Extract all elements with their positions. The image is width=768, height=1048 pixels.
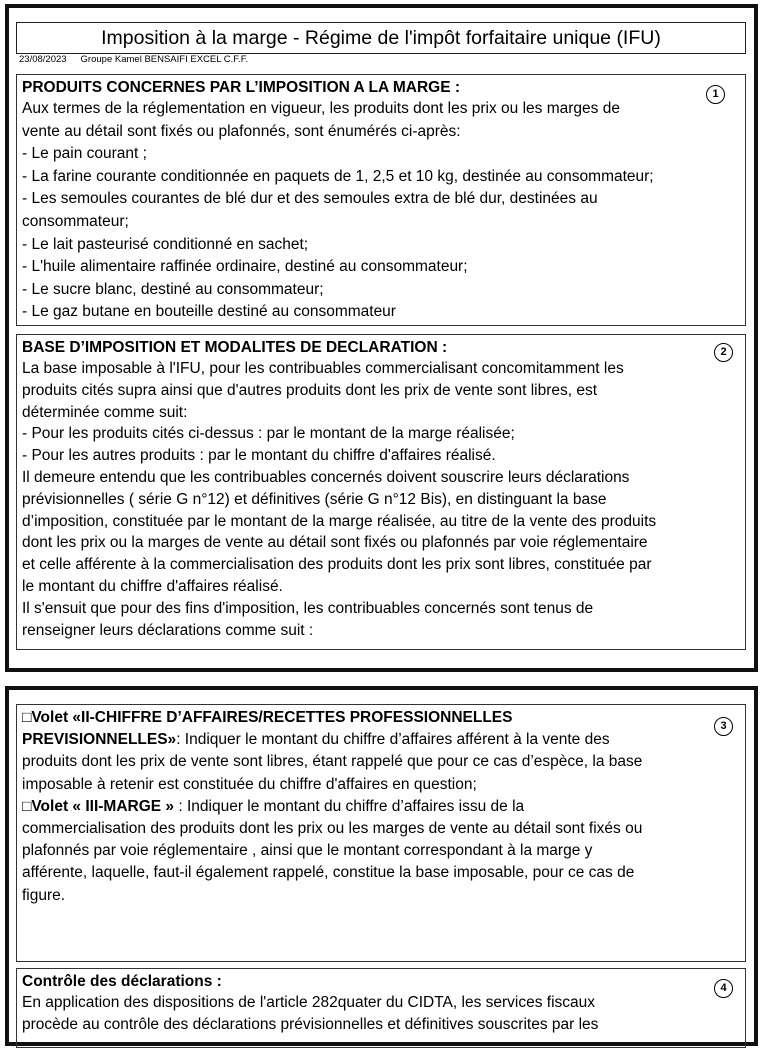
list-item: - Pour les produits cités ci-dessus : par le montant de la marge réalisée; — [22, 425, 515, 443]
text-line: produits cités supra ainsi que d'autres produits dont les prix de vente sont libres, est — [22, 381, 598, 399]
list-item: - L'huile alimentaire raffinée ordinaire, destiné au consommateur; — [22, 258, 468, 276]
text-line: PREVISIONNELLES»: Indiquer le montant du chiffre d’affaires afférent à la vente des — [22, 731, 610, 749]
volet-heading: □Volet «II-CHIFFRE D’AFFAIRES/RECETTES PROFESSIONNELLES — [22, 709, 513, 726]
section-heading: BASE D’IMPOSITION ET MODALITES DE DECLARATION : — [22, 339, 448, 356]
text-line: imposable à retenir est constituée du chiffre d'affaires en question; — [22, 775, 477, 793]
text-line: déterminée comme suit: — [22, 403, 188, 421]
text-line: procède au contrôle des déclarations prévisionnelles et définitives souscrites par les — [22, 1016, 599, 1033]
text-line: Il demeure entendu que les contribuables concernés doivent souscrire leurs déclarations — [22, 468, 630, 486]
text-line: Il s'ensuit que pour des fins d'imposition, les contribuables concernés sont tenus de — [22, 599, 594, 617]
text-line: vente au détail sont fixés ou plafonnés, sont énumérés ci-après: — [22, 122, 461, 140]
text-line: afférente, laquelle, faut-il également rappelé, constitue la base imposable, pour ce cas de — [22, 864, 635, 882]
list-item: - Le lait pasteurisé conditionné en sachet; — [22, 235, 309, 253]
text-line: La base imposable à l'IFU, pour les contribuables commercialisant concomitamment les — [22, 360, 624, 377]
section-number-badge: 1 — [706, 85, 725, 104]
section-number-badge: 4 — [714, 979, 733, 998]
text-line: consommateur; — [22, 212, 129, 230]
section-products — [16, 74, 746, 326]
list-item: - Les semoules courantes de blé dur et des semoules extra de blé dur, destinées au — [22, 190, 598, 208]
text-line: figure. — [22, 886, 66, 904]
document-author: Groupe Kamel BENSAIFI EXCEL C.F.F. — [80, 54, 249, 65]
document-title: Imposition à la marge - Régime de l'impôt forfaitaire unique (IFU) — [16, 22, 746, 54]
text-line: □Volet « III-MARGE » : Indiquer le montant du chiffre d’affaires issu de la — [22, 797, 525, 815]
list-item: - La farine courante conditionnée en paquets de 1, 2,5 et 10 kg, destinée au consommateur; — [22, 167, 654, 185]
section-heading: PRODUITS CONCERNES PAR L’IMPOSITION A LA MARGE : — [22, 79, 461, 96]
list-item: - Le sucre blanc, destiné au consommateur; — [22, 280, 324, 298]
section-number-badge: 2 — [714, 343, 733, 362]
document-date: 23/08/2023 — [19, 54, 67, 65]
section-control — [16, 968, 746, 1048]
text-line: commercialisation des produits dont les prix ou les marges de vente au détail sont fixés ou — [22, 820, 643, 838]
text-line: Aux termes de la réglementation en vigueur, les produits dont les prix ou les marges de — [22, 100, 620, 117]
text-line: le montant du chiffre d'affaires réalisé. — [22, 577, 283, 595]
section-tax-base — [16, 334, 746, 650]
text-line: renseigner leurs déclarations comme suit : — [22, 621, 314, 639]
text-line: plafonnés par voie réglementaire , ainsi que le montant correspondant à la marge y — [22, 842, 593, 860]
text-line: dont les prix ou la marges de vente au détail sont fixés ou plafonnés par voie réglementaire — [22, 534, 648, 552]
text-line: En application des dispositions de l'article 282quater du CIDTA, les services fiscaux — [22, 994, 596, 1011]
list-item: - Pour les autres produits : par le montant du chiffre d'affaires réalisé. — [22, 447, 496, 465]
text-line: et celle afférente à la commercialisation des produits dont les prix sont libres, constituée par — [22, 556, 652, 574]
text-line: produits dont les prix de vente sont libres, étant rappelé que pour ce cas d’espèce, la base — [22, 753, 643, 771]
section-declaration-volets — [16, 704, 746, 962]
text-line: d’imposition, constituée par le montant de la marge réalisée, au titre de la vente des produits — [22, 512, 657, 530]
list-item: - Le pain courant ; — [22, 145, 147, 163]
section-number-badge: 3 — [714, 717, 733, 736]
document-meta — [19, 54, 262, 65]
list-item: - Le gaz butane en bouteille destiné au consommateur — [22, 303, 396, 321]
section-heading: Contrôle des déclarations : — [22, 973, 222, 990]
text-line: prévisionnelles ( série G n°12) et définitives (série G n°12 Bis), en distinguant la base — [22, 490, 607, 508]
